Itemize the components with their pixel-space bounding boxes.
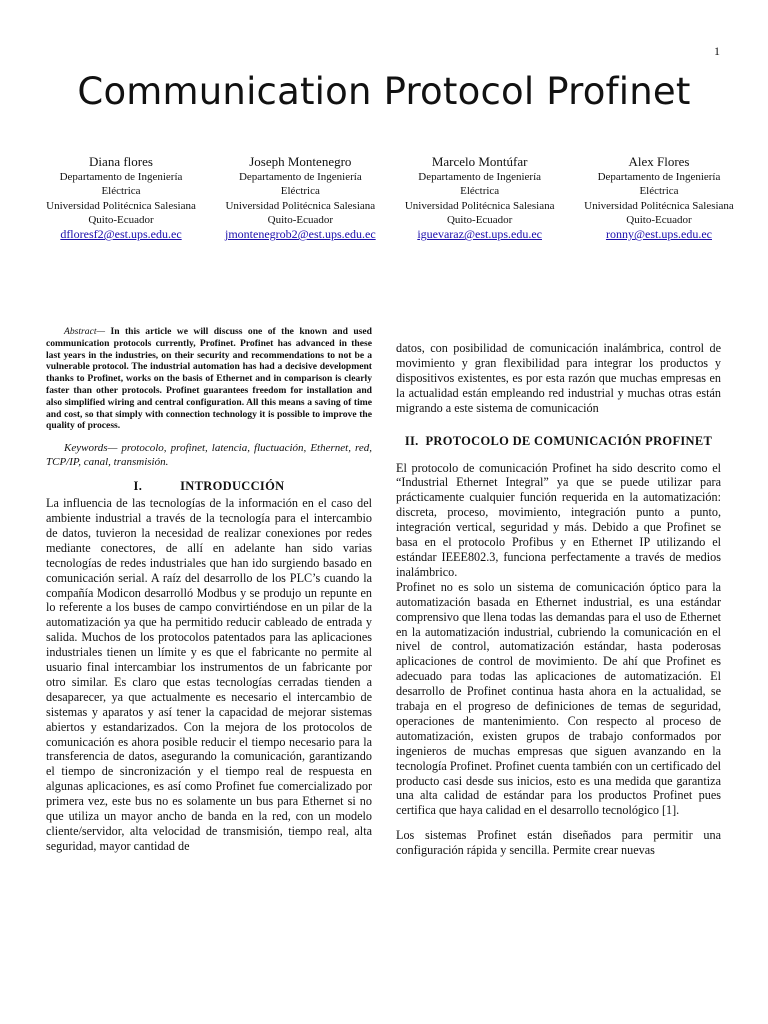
author-name: Marcelo Montúfar bbox=[431, 154, 528, 169]
section-2-paragraph-1: El protocolo de comunicación Profinet ha sido descrito como el “Industrial Ethernet Integral” ya que se puede utilizar para prácticamente cualquier función requerida en la automatización: discreta, proceso, movimiento, integración punto a punto, integración vertical, seguridad y más. Debido a que Profinet se basa en el protocolo Profibus y en Ethernet IP utilizando el estándar IEEE802.3, funciona perfectamente a través de medios inalámbrico. bbox=[396, 460, 721, 579]
author-department: Departamento de Ingeniería Eléctrica bbox=[597, 171, 721, 198]
section-2-paragraph-2: Profinet no es solo un sistema de comunicación óptico para la automatización basada en Ethernet industrial, es una estándar comprensivo que llena todas las demandas para el uso de Ethernet en la automatización industrial, cubriendo la comunicación en el nivel de control, automatización estándar, hasta poderosas aplicaciones de control de movimiento. De ahí que Profinet es adecuado para todas las aplicaciones de automatización. El desarrollo de Profinet continua hasta ahora en la actualidad, se trabaja en el progreso de definiciones de temas de seguridad, operaciones de mantenimiento. Con respecto al proceso de automatización, existen grupos de trabajo conformados por ingenieros de muchas empresas que siguen avanzando en la tecnología Profinet. Profinet cuenta también con un certificado del producto casi desde sus inicios, esto es una medida que garantiza una alta calidad de estándar para los productos Profinet pues certifica que haya calidad en el desarrollo tecnológico [1]. bbox=[396, 579, 721, 818]
author-email-link[interactable]: dfloresf2@est.ups.edu.ec bbox=[60, 227, 182, 242]
author-4 bbox=[578, 154, 740, 242]
author-university: Universidad Politécnica Salesiana bbox=[225, 199, 376, 212]
author-email-link[interactable]: jmontenegrob2@est.ups.edu.ec bbox=[224, 227, 376, 242]
section-2-paragraph-3: Los sistemas Profinet están diseñados para permitir una configuración rápida y sencilla. Permite crear nuevas bbox=[396, 828, 721, 858]
section-title: INTRODUCCIÓN bbox=[180, 479, 285, 494]
section-number: I. bbox=[133, 479, 143, 494]
author-block bbox=[40, 154, 740, 242]
right-column bbox=[396, 341, 721, 858]
author-department: Departamento de Ingeniería Eléctrica bbox=[238, 171, 362, 198]
author-name: Joseph Montenegro bbox=[249, 154, 352, 169]
author-department: Departamento de Ingeniería Eléctrica bbox=[418, 171, 542, 198]
section-title: PROTOCOLO DE COMUNICACIÓN PROFINET bbox=[425, 433, 713, 448]
author-city: Quito-Ecuador bbox=[626, 213, 692, 226]
left-column bbox=[46, 326, 372, 854]
keywords: Keywords— protocolo, profinet, latencia, fluctuación, Ethernet, red, TCP/IP, canal, transmisión. bbox=[46, 442, 372, 468]
author-university: Universidad Politécnica Salesiana bbox=[584, 199, 734, 212]
abstract-text: In this article we will discuss one of the known and used communication protocols currently, Profinet. Profinet has advanced in these last years in the industries, on their security and recommendations to not be a vulnerable protocol. The industrial automation has had a decisive development thanks to Profinet, works on the basis of Ethernet and in comparison is clearly faster than other protocols. Profinet guarantees freedom for installation and also simplified wiring and central configuration. All this means a saving of time and cost, so that simply with connection technology it is possible to improve the quality of process. bbox=[46, 326, 373, 432]
author-department: Departamento de Ingeniería Eléctrica bbox=[59, 171, 183, 198]
author-1 bbox=[40, 154, 202, 242]
author-city: Quito-Ecuador bbox=[446, 213, 513, 226]
author-city: Quito-Ecuador bbox=[88, 213, 154, 226]
section-1-heading bbox=[46, 479, 372, 494]
abstract-lead: Abstract— bbox=[64, 326, 106, 337]
paper-title: Communication Protocol Profinet bbox=[77, 70, 691, 113]
continued-paragraph: datos, con posibilidad de comunicación inalámbrica, control de movimiento y gran flexibilidad para integrar los productos y dispositivos existentes, es por esta razón que muchas empresas en la actualidad están empleando red industrial y muchas otras están migrando a este sistema de comunicación bbox=[396, 341, 721, 415]
author-2 bbox=[219, 154, 381, 242]
author-email-link[interactable]: iguevaraz@est.ups.edu.ec bbox=[417, 227, 542, 242]
author-university: Universidad Politécnica Salesiana bbox=[404, 199, 555, 212]
section-number: II. bbox=[404, 433, 419, 448]
author-city: Quito-Ecuador bbox=[267, 213, 334, 226]
section-2-heading bbox=[396, 434, 721, 449]
author-university: Universidad Politécnica Salesiana bbox=[46, 199, 196, 212]
author-email-link[interactable]: ronny@est.ups.edu.ec bbox=[605, 227, 712, 242]
author-name: Diana flores bbox=[89, 154, 153, 169]
author-3 bbox=[399, 154, 561, 242]
page-number: 1 bbox=[714, 44, 720, 58]
section-1-body: La influencia de las tecnologías de la información en el caso del ambiente industrial a través de la tecnología para el intercambio de datos, tuvieron la necesidad de realizar conexiones por redes mediante conectores, de allí en adelante han sido varias tecnologías de redes industriales que han ido surgiendo basado en comunicación serial. A raíz del desarrollo de los PLC’s cuando la compañía Modicon desarrolló Modbus y se produjo un repunte en lo referente a los buses de campo convirtiéndose en un pilar de la automatización ya que ha permitido reducir cableado de entrada y salida. Muchos de los protocolos patentados para las aplicaciones industriales tienen un límite y es que el fabricante no permite al usuario final intercambiar los instrumentos de un fabricante por otro similar. Es claro que estas tecnologías cerradas tienden a desaparecer, ya que actualmente es necesario el intercambio de sistemas y aparatos y así tener la capacidad de mejorar sistemas abiertos y estandarizados. Con la mejora de los protocolos de comunicación es ahora posible reducir el tiempo necesario para la transferencia de datos, asegurando la comunicación, garantizando el tiempo de sincronización y el tiempo real de respuesta en algunas aplicaciones, es así como Profinet fue comercializado por primera vez, este bus no es solamente un bus para Ethernet si no que utiliza un mayor ancho de banda en la red, con un modelo cliente/servidor, alta velocidad de transmisión, tiempo real, alta seguridad, mayor cantidad de bbox=[46, 496, 372, 853]
author-name: Alex Flores bbox=[628, 154, 690, 169]
abstract bbox=[46, 326, 372, 432]
